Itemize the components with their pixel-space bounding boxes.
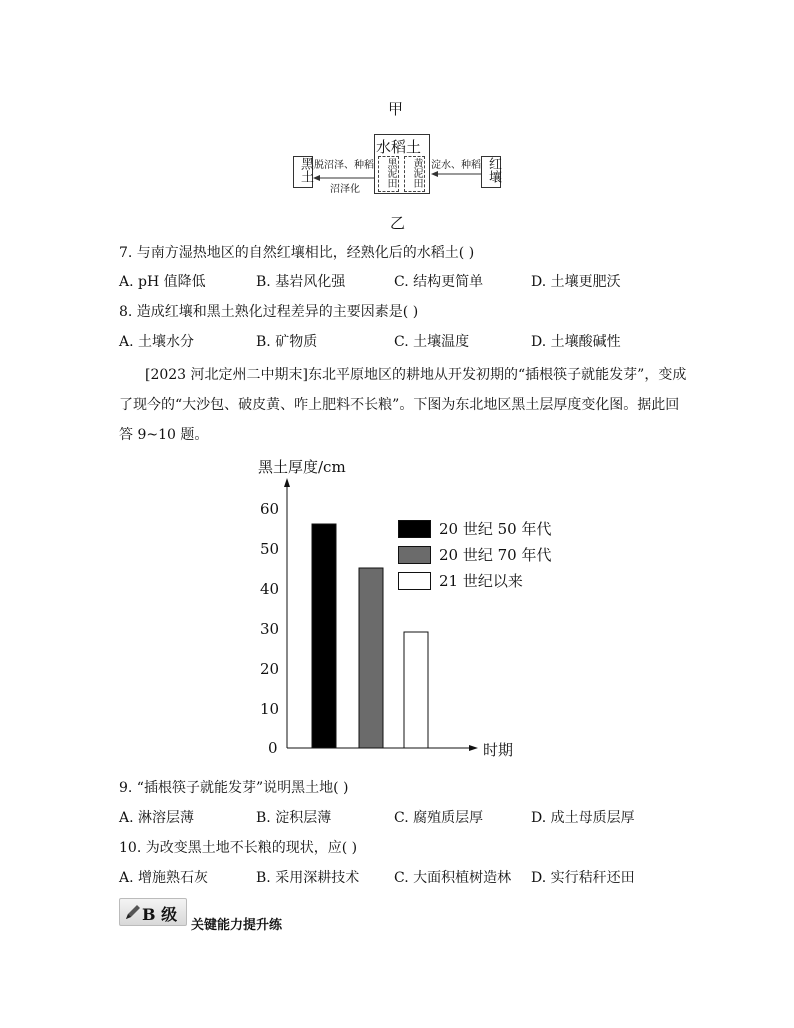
passage-line-3: 答 9~10 题。 (119, 427, 209, 443)
bar-chart (240, 450, 560, 770)
right-arrowhead (431, 171, 438, 177)
diagram-bottom-label: 乙 (390, 214, 406, 232)
q10-option-a[interactable]: A. 增施熟石灰 (119, 870, 209, 886)
q8-stem: 8. 造成红壤和黑土熟化过程差异的主要因素是( ) (119, 304, 419, 320)
chart-ylabel: 黑土厚度/cm (258, 458, 346, 476)
chart-xlabel: 时期 (483, 741, 514, 759)
passage-line-2: 了现今的“大沙包、破皮黄、咋上肥料不长粮”。下图为东北地区黑土层厚度变化图。据此回 (119, 397, 680, 413)
right-arrow-top-label: 淀水、种稻 (431, 160, 481, 171)
q7-option-a[interactable]: A. pH 值降低 (119, 274, 206, 290)
q9-option-a[interactable]: A. 淋溶层薄 (119, 810, 195, 826)
q10-stem: 10. 为改变黑土地不长粮的现状，应( ) (119, 840, 358, 856)
left-box-label: 黑土 (298, 157, 313, 183)
inner-left-label: 黑泥田 (385, 158, 396, 188)
left-arrow-top-label: 脱沼泽、种稻 (314, 160, 374, 171)
y-axis-arrow (284, 478, 290, 487)
legend-swatch-2 (398, 546, 431, 564)
q10-option-b[interactable]: B. 采用深耕技术 (256, 870, 360, 886)
legend-swatch-3 (398, 572, 431, 590)
pencil-icon (123, 903, 143, 923)
q7-option-c[interactable]: C. 结构更简单 (394, 274, 484, 290)
q8-option-a[interactable]: A. 土壤水分 (119, 334, 195, 350)
section-badge-label: B 级 (142, 905, 178, 924)
q9-option-b[interactable]: B. 淀积层薄 (256, 810, 332, 826)
bar-2 (359, 568, 383, 748)
legend-label-1: 20 世纪 50 年代 (439, 520, 552, 538)
right-box-label: 红壤 (486, 157, 501, 183)
diagram (290, 96, 510, 236)
ytick-20: 20 (260, 660, 280, 678)
q9-option-d[interactable]: D. 成土母质层厚 (531, 810, 635, 826)
section-title: 关键能力提升练 (191, 918, 283, 933)
ytick-10: 10 (260, 700, 280, 718)
ytick-0: 0 (268, 739, 278, 757)
bar-1 (312, 524, 336, 748)
q7-option-b[interactable]: B. 基岩风化强 (256, 274, 346, 290)
passage-line-1: [2023 河北定州二中期末]东北平原地区的耕地从开发初期的“插根筷子就能发芽”，变成 (145, 367, 687, 383)
q8-option-d[interactable]: D. 土壤酸碱性 (531, 334, 621, 350)
diagram-top-label: 甲 (388, 100, 404, 118)
left-arrow-bottom-label: 沼泽化 (330, 184, 360, 195)
ytick-30: 30 (260, 620, 280, 638)
legend-label-2: 20 世纪 70 年代 (439, 546, 552, 564)
center-title: 水稻土 (376, 138, 422, 156)
legend-label-3: 21 世纪以来 (439, 572, 523, 590)
q8-option-c[interactable]: C. 土壤温度 (394, 334, 470, 350)
inner-right-label: 黄泥田 (411, 158, 422, 188)
ytick-40: 40 (260, 580, 280, 598)
q8-option-b[interactable]: B. 矿物质 (256, 334, 318, 350)
chart-svg (240, 450, 560, 770)
q7-option-d[interactable]: D. 土壤更肥沃 (531, 274, 621, 290)
x-axis-arrow (469, 745, 478, 751)
q10-option-c[interactable]: C. 大面积植树造林 (394, 870, 512, 886)
left-arrowhead (313, 175, 320, 181)
q7-stem: 7. 与南方湿热地区的自然红壤相比，经熟化后的水稻土( ) (119, 245, 475, 261)
q9-stem: 9. “插根筷子就能发芽”说明黑土地( ) (119, 780, 349, 796)
ytick-50: 50 (260, 540, 280, 558)
passage (119, 360, 687, 450)
legend-swatch-1 (398, 520, 431, 538)
q10-option-d[interactable]: D. 实行秸秆还田 (531, 870, 635, 886)
section-badge (119, 898, 187, 926)
ytick-60: 60 (260, 500, 280, 518)
q9-option-c[interactable]: C. 腐殖质层厚 (394, 810, 484, 826)
bar-3 (404, 632, 428, 748)
